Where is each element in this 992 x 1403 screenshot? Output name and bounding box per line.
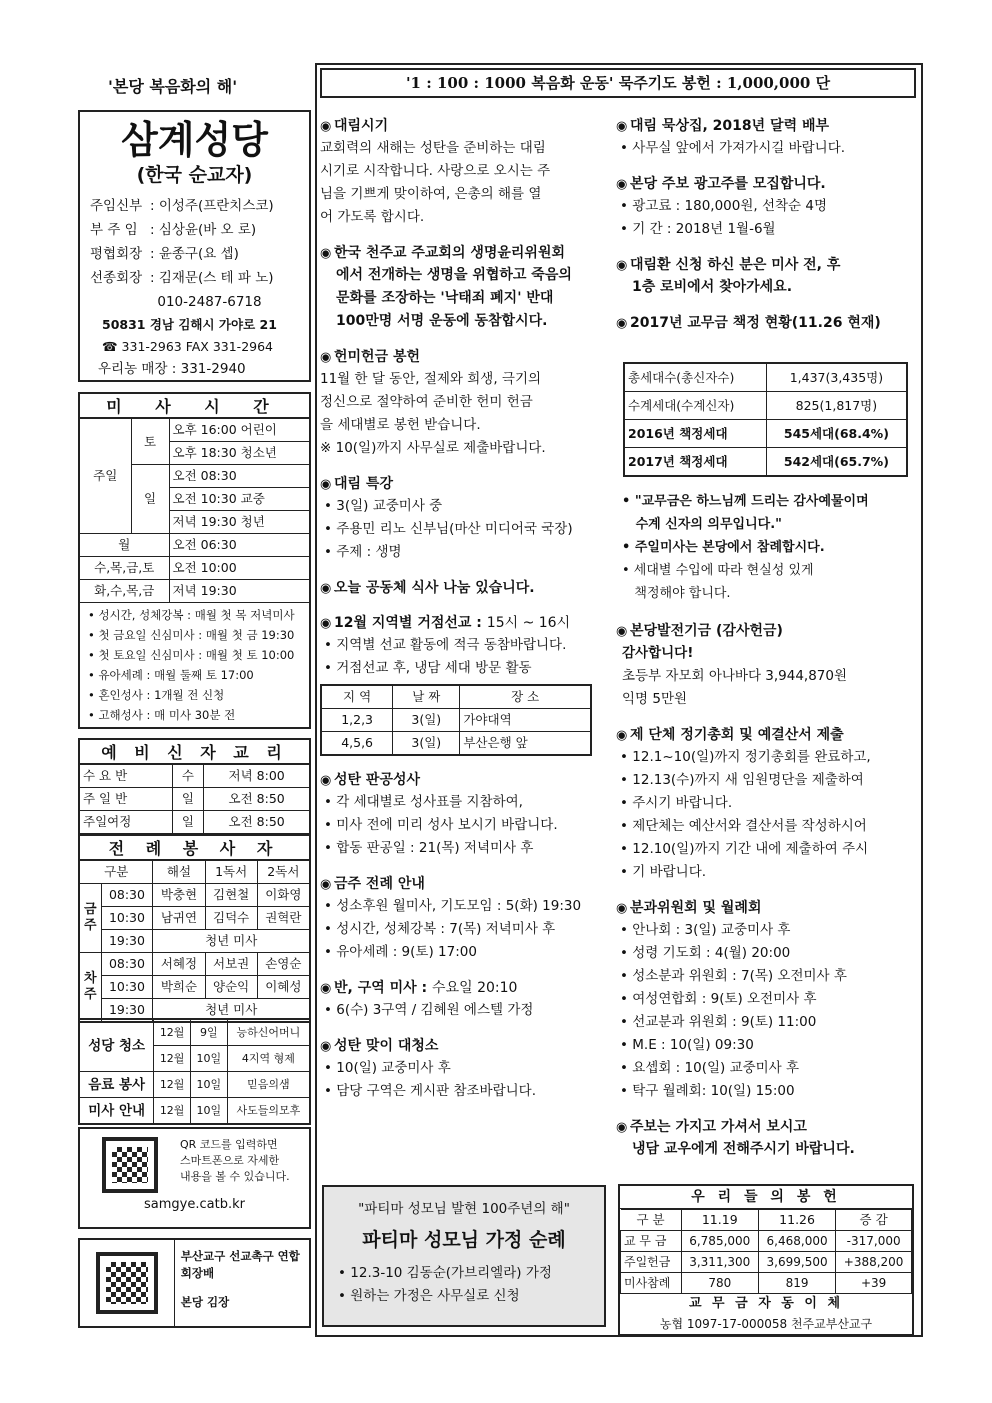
offering-header-cell: 11.19 [681, 1210, 758, 1231]
section-title-text: 주보는 가지고 가셔서 보시고 [630, 1119, 807, 1135]
service-cell: 4지역 형제 [227, 1046, 310, 1072]
section-line: 을 세대별로 봉헌 받습니다. [320, 417, 481, 433]
section-title-text: 분과위원회 및 월례회 [630, 900, 762, 916]
liturgy-cell: 10:30 [101, 907, 153, 930]
bullet-circle-icon: ◉ [320, 773, 332, 788]
offering-cell: 주일헌금 [621, 1252, 682, 1273]
bullet-circle-icon: ◉ [320, 981, 332, 996]
section-line: 100만명 서명 운동에 동참합시다. [336, 313, 548, 329]
section-title-text: 대림환 신청 하신 분은 미사 전, 후 [630, 257, 841, 273]
section-bullet: • 12.10(일)까지 기간 내에 제출하여 주시 [616, 838, 916, 861]
section-bullet: • 지역별 선교 활동에 적극 동참바랍니다. [320, 634, 610, 657]
catechumen-cell: 수 요 반 [79, 765, 172, 788]
liturgy-cell: 김현철 [205, 884, 257, 907]
parish-info-box [78, 110, 311, 382]
service-cell: 사도들의모후 [227, 1098, 310, 1125]
section-title-extra: 15시 ~ 16시 [486, 615, 571, 631]
section-bullet: • 3(일) 교중미사 중 [320, 495, 610, 518]
dues-table-box [623, 362, 908, 477]
location-cell: 3(일) [393, 732, 460, 756]
catechumen-box [78, 738, 311, 835]
section-bullet: • 미사 전에 미리 성사 보시기 바랍니다. [320, 814, 610, 837]
liturgy-cell: 권혁란 [257, 907, 310, 930]
offering-cell: 6,468,000 [758, 1231, 835, 1252]
dues-cell: 1,437(3,435명) [766, 363, 907, 392]
location-cell: 부산은행 앞 [460, 732, 591, 756]
sun-label: 일 [131, 465, 169, 534]
location-header [321, 685, 591, 709]
staff-name: : 이성주(프란치스코) [150, 198, 274, 214]
section-bullet: • 성령 기도회 : 4(월) 20:00 [616, 942, 916, 965]
store-phone: 우리농 매장 : 331-2940 [98, 361, 246, 377]
qr-code-icon [102, 1137, 158, 1193]
dues-cell: 수계세대(수계신자) [624, 392, 766, 420]
section-line: 에서 전개하는 생명을 위협하고 죽음의 [336, 267, 572, 283]
mass-time: 오후 18:30 청소년 [169, 442, 310, 465]
service-cell: 10일 [190, 1072, 227, 1098]
dues-cell: 542세대(65.7%) [766, 448, 907, 477]
news-right-column-lower [616, 607, 916, 1161]
staff-name: : 심상윤(바 오 로) [150, 222, 257, 238]
dues-cell: 545세대(68.4%) [766, 420, 907, 448]
fatima-box [322, 1185, 606, 1327]
liturgy-cell: 박충현 [153, 884, 205, 907]
dev-fund-line: 감사합니다! [622, 645, 694, 661]
bullet-circle-icon: ◉ [616, 1120, 628, 1135]
address: 50831 경남 김해시 가야로 21 [102, 317, 277, 332]
section-title [320, 474, 610, 495]
weekday-label: 월 [79, 534, 169, 557]
section-title [320, 578, 610, 599]
section-bullet: • 탁구 월례회: 10(일) 15:00 [616, 1080, 916, 1103]
phone-fax: ☎ 331-2963 FAX 331-2964 [102, 339, 274, 354]
offering-header-cell: 구 분 [621, 1210, 682, 1231]
service-row [79, 1098, 310, 1125]
parish-name: 삼계성당 [121, 118, 268, 162]
section-title [616, 313, 916, 334]
section-title [616, 1117, 916, 1138]
service-cell: 12월 [154, 1046, 191, 1072]
qr-box-1 [78, 1127, 311, 1229]
offering-cell: 3,311,300 [681, 1252, 758, 1273]
section-title [320, 1036, 610, 1057]
liturgy-row [79, 884, 310, 907]
offering-cell: +39 [836, 1273, 912, 1294]
liturgy-cell: 19:30 [101, 930, 153, 953]
section-bullet: • 성소분과 위원회 : 7(목) 오전미사 후 [616, 965, 916, 988]
catechumen-row [79, 765, 310, 788]
section-title-text: 대림 특강 [334, 476, 393, 492]
offering-row [621, 1252, 912, 1273]
bullet-circle-icon: ◉ [616, 177, 628, 192]
offering-title: 우 리 들 의 봉 헌 [620, 1186, 912, 1209]
section-title-text: 금주 전례 안내 [334, 876, 425, 892]
location-header-cell: 날 짜 [393, 685, 460, 709]
staff-name: : 김재문(스 테 파 노) [150, 270, 274, 286]
section-line: 시기로 시작합니다. 사랑으로 오시는 주 [320, 163, 551, 179]
liturgy-cell: 청년 미사 [153, 930, 310, 953]
section-bullet: • 12.1~10(일)까지 정기총회를 완료하고, [616, 746, 916, 769]
rosary-banner: '1 : 100 : 1000 복음화 운동' 묵주기도 봉헌 : 1,000,000 단 [320, 68, 916, 98]
staff-row [90, 242, 299, 266]
service-box [78, 1018, 311, 1125]
offering-cell: 6,785,000 [681, 1231, 758, 1252]
staff-row [90, 266, 299, 290]
bullet-circle-icon: ◉ [320, 616, 332, 631]
section-line: 정신으로 절약하여 준비한 헌미 헌금 [320, 394, 533, 410]
section-title-text: 헌미헌금 봉헌 [334, 349, 421, 365]
section-bullet: • 제단체는 예산서와 결산서를 작성하시어 [616, 815, 916, 838]
staff-role: 부 주 임 [90, 222, 138, 238]
service-cell: 9일 [190, 1019, 227, 1046]
liturgy-title: 전 례 봉 사 자 [78, 834, 311, 860]
section-bullet: • 12.13(수)까지 새 임원명단을 제출하여 [616, 769, 916, 792]
dues-notes [622, 490, 916, 605]
dues-cell: 총세대수(총신자수) [624, 363, 766, 392]
mass-time: 오전 10:30 교중 [169, 488, 310, 511]
dues-row [624, 420, 907, 448]
section-title [320, 243, 610, 264]
section-bullet: • 6(수) 3구역 / 김혜원 에스텔 가정 [320, 999, 610, 1022]
service-cell: 10일 [190, 1098, 227, 1125]
liturgy-row [79, 953, 310, 976]
location-cell: 4,5,6 [321, 732, 393, 756]
section-title [320, 874, 610, 895]
catechumen-cell: 주일여정 [79, 811, 172, 835]
mass-note: • 첫 금요일 신심미사 : 매월 첫 금 19:30 [84, 625, 305, 645]
phone-mobile: 010-2487-6718 [157, 294, 262, 310]
offering-cell: 780 [681, 1273, 758, 1294]
section-title-text: 본당 주보 광고주를 모집합니다. [630, 176, 826, 192]
section-bullet: • 거점선교 후, 냉담 세대 방문 활동 [320, 657, 610, 680]
location-table [320, 684, 592, 756]
section-title [320, 613, 610, 634]
bullet-circle-icon: ◉ [320, 581, 332, 596]
sat-label: 토 [131, 419, 169, 465]
section-title [320, 770, 610, 791]
qr-box-2 [78, 1238, 311, 1328]
section-title-text: 대림 묵상집, 2018년 달력 배부 [630, 118, 830, 134]
bullet-circle-icon: ◉ [616, 258, 628, 273]
bullet-circle-icon: ◉ [320, 477, 332, 492]
section-line: 문화를 조장하는 '낙태죄 폐지' 반대 [336, 290, 554, 306]
catechumen-cell: 일 [172, 811, 204, 835]
service-cell: 10일 [190, 1046, 227, 1072]
site-url[interactable]: samgye.catb.kr [144, 1197, 245, 1212]
section-title [320, 978, 610, 999]
offering-row [621, 1273, 912, 1294]
mass-time: 오전 08:30 [169, 465, 310, 488]
kimjang-name: 본당 김장 [180, 1295, 230, 1309]
section-bullet: • 성시간, 성체강복 : 7(목) 저녁미사 후 [320, 918, 610, 941]
bullet-circle-icon: ◉ [320, 877, 332, 892]
liturgy-cell: 청년 미사 [153, 999, 310, 1023]
dues-row [624, 363, 907, 392]
news-right-column [616, 102, 916, 334]
mass-time: 오후 16:00 어린이 [169, 419, 310, 442]
section-bullet: • 10(일) 교중미사 후 [320, 1057, 610, 1080]
section-line: 냉담 교우에게 전해주시기 바랍니다. [632, 1141, 855, 1157]
offering-cell: +388,200 [836, 1252, 912, 1273]
section-bullet: • 안나회 : 3(일) 교중미사 후 [616, 919, 916, 942]
dues-note: • "교무금은 하느님께 드리는 감사예물이며 [622, 494, 869, 509]
section-title-text: 12월 지역별 거점선교 : [334, 615, 487, 631]
catechumen-cell: 오전 8:50 [204, 788, 310, 811]
liturgy-row [79, 907, 310, 930]
mass-note: • 혼인성사 : 1개월 전 신청 [84, 685, 305, 705]
qr-text: QR 코드를 입력하면 스마트폰으로 자세한 내용을 볼 수 있습니다. [180, 1138, 290, 1183]
liturgy-header-cell: 구분 [79, 861, 153, 884]
catechumen-cell: 수 [172, 765, 204, 788]
dues-note: • 주일미사는 본당에서 참례합시다. [622, 540, 825, 555]
section-line: 1층 로비에서 찾아가세요. [632, 279, 793, 295]
liturgy-row [79, 976, 310, 999]
bullet-circle-icon: ◉ [320, 350, 332, 365]
staff-list [90, 194, 299, 290]
offering-header-cell: 증 감 [836, 1210, 912, 1231]
liturgy-group-label: 금주 [79, 884, 101, 953]
section-line: 님을 기쁘게 맞이하여, 은총의 해를 열 [320, 186, 542, 202]
mass-time: 저녁 19:30 [169, 580, 310, 603]
offering-header-cell: 11.26 [758, 1210, 835, 1231]
offering-footer-title: 교 무 금 자 동 이 체 [688, 1296, 844, 1311]
mass-note: • 첫 토요일 신심미사 : 매월 첫 토 10:00 [84, 645, 305, 665]
catechumen-row [79, 811, 310, 835]
mass-time: 오전 10:00 [169, 557, 310, 580]
section-line: ※ 10(일)까지 사무실로 제출바랍니다. [320, 440, 546, 456]
service-cell: 12월 [154, 1019, 191, 1046]
section-bullet: • 선교분과 위원회 : 9(토) 11:00 [616, 1011, 916, 1034]
section-bullet: • 합동 판공일 : 21(목) 저녁미사 후 [320, 837, 610, 860]
section-bullet: • M.E : 10(일) 09:30 [616, 1034, 916, 1057]
dues-note: • 세대별 수입에 따라 현실성 있게 [622, 563, 814, 578]
section-bullet: • 각 세대별로 성사표를 지참하여, [320, 791, 610, 814]
service-cell: 능하신어머니 [227, 1019, 310, 1046]
staff-row [90, 194, 299, 218]
mass-note: • 고해성사 : 매 미사 30분 전 [84, 705, 305, 725]
liturgy-cell: 양순익 [205, 976, 257, 999]
mass-title: 미 사 시 간 [78, 392, 311, 418]
liturgy-cell: 08:30 [101, 884, 153, 907]
liturgy-group-label: 차주 [79, 953, 101, 1023]
section-bullet: • 기 바랍니다. [616, 861, 916, 884]
liturgy-youth-row [79, 930, 310, 953]
bullet-circle-icon: ◉ [320, 119, 332, 134]
section-title-text: 성탄 판공성사 [334, 772, 421, 788]
mass-note: • 유아세례 : 매월 둘째 토 17:00 [84, 665, 305, 685]
mass-times [78, 392, 311, 729]
section-title-text: 대림시기 [334, 118, 389, 134]
bullet-circle-icon: ◉ [616, 119, 628, 134]
bullet-circle-icon: ◉ [616, 728, 628, 743]
section-title-text: 반, 구역 미사 : [334, 980, 433, 996]
dues-cell: 2016년 책정세대 [624, 420, 766, 448]
bullet-circle-icon: ◉ [616, 901, 628, 916]
liturgy-cell: 박희순 [153, 976, 205, 999]
liturgy-cell: 10:30 [101, 976, 153, 999]
staff-role: 주임신부 [90, 198, 143, 214]
location-header-cell: 지 역 [321, 685, 393, 709]
catechumen-row [79, 788, 310, 811]
liturgy-cell: 서혜정 [153, 953, 205, 976]
service-cell: 12월 [154, 1098, 191, 1125]
catechumen-cell: 오전 8:50 [204, 811, 310, 835]
parish-subtitle: (한국 순교자) [136, 164, 253, 186]
section-title [616, 255, 916, 276]
kimjang-org: 부산교구 선교촉구 연합회장배 [180, 1249, 300, 1280]
catechumen-cell: 주 일 반 [79, 788, 172, 811]
offering-cell: 미사참례 [621, 1273, 682, 1294]
mass-time: 저녁 19:30 청년 [169, 511, 310, 534]
liturgy-cell: 이혜성 [257, 976, 310, 999]
staff-row [90, 218, 299, 242]
liturgy-header-cell: 1독서 [205, 861, 257, 884]
section-title [616, 621, 916, 642]
section-title [616, 116, 916, 137]
offering-header [621, 1210, 912, 1231]
liturgy-cell: 이화영 [257, 884, 310, 907]
catechumen-cell: 일 [172, 788, 204, 811]
location-row [321, 709, 591, 732]
section-title-text: 본당발전기금 (감사헌금) [630, 623, 783, 639]
weekday-label: 수,목,금,토 [79, 557, 169, 580]
section-title-text: 2017년 교무금 책정 현황(11.26 현재) [630, 315, 881, 331]
section-bullet: • 성소후원 월미사, 기도모임 : 5(화) 19:30 [320, 895, 610, 918]
service-cell: 믿음의샘 [227, 1072, 310, 1098]
bullet-circle-icon: ◉ [616, 624, 628, 639]
liturgy-box [78, 834, 311, 1023]
liturgy-cell: 남귀연 [153, 907, 205, 930]
offering-box [618, 1184, 914, 1336]
liturgy-cell: 김덕수 [205, 907, 257, 930]
bullet-circle-icon: ◉ [320, 246, 332, 261]
fatima-year: "파티마 성모님 발현 100주년의 해" [358, 1201, 570, 1217]
offering-cell: 교 무 금 [621, 1231, 682, 1252]
service-row [79, 1072, 310, 1098]
section-title [320, 347, 610, 368]
dues-row [624, 448, 907, 477]
section-bullet: • 주시기 바랍니다. [616, 792, 916, 815]
section-bullet: • 요셉회 : 10(일) 교중미사 후 [616, 1057, 916, 1080]
liturgy-header-cell: 2독서 [257, 861, 310, 884]
section-line: 어 가도록 합시다. [320, 209, 425, 225]
news-left-column [320, 102, 610, 1103]
section-bullet: • 기 간 : 2018년 1월-6월 [616, 218, 916, 241]
section-bullet: • 유아세례 : 9(토) 17:00 [320, 941, 610, 964]
dues-note: 책정해야 합니다. [622, 586, 731, 601]
section-title-text: 성탄 맞이 대청소 [334, 1038, 439, 1054]
section-bullet: • 사무실 앞에서 가져가시길 바랍니다. [616, 137, 916, 160]
staff-role: 선종회장 [90, 270, 143, 286]
motto: '본당 복음화의 해' [108, 77, 238, 96]
staff-name: : 윤종구(요 셉) [150, 246, 239, 262]
offering-cell: 819 [758, 1273, 835, 1294]
section-title-text: 한국 천주교 주교회의 생명윤리위원회 [334, 245, 566, 261]
service-row [79, 1019, 310, 1046]
fatima-title: 파티마 성모님 가정 순례 [362, 1229, 566, 1251]
section-title-text: 오늘 공동체 식사 나눔 있습니다. [334, 580, 535, 596]
liturgy-cell: 19:30 [101, 999, 153, 1023]
section-bullet: • 주제 : 생명 [320, 541, 610, 564]
section-bullet: • 주용민 리노 신부님(마산 미디어국 국장) [320, 518, 610, 541]
location-cell: 3(일) [393, 709, 460, 732]
section-bullet: • 광고료 : 180,000원, 선착순 4명 [616, 195, 916, 218]
section-line: 11월 한 달 동안, 절제와 희생, 극기의 [320, 371, 542, 387]
liturgy-header-cell: 해설 [153, 861, 205, 884]
dev-fund-line: 익명 5만원 [622, 691, 688, 707]
offering-cell: -317,000 [836, 1231, 912, 1252]
liturgy-cell: 손영순 [257, 953, 310, 976]
staff-role: 평협회장 [90, 246, 143, 262]
bullet-circle-icon: ◉ [320, 1039, 332, 1054]
weekday-label: 화,수,목,금 [79, 580, 169, 603]
catechumen-title: 예 비 신 자 교 리 [78, 738, 311, 764]
fatima-item: • 원하는 가정은 사무실로 신청 [334, 1285, 594, 1308]
mass-time: 오전 06:30 [169, 534, 310, 557]
section-title [320, 116, 610, 137]
liturgy-cell: 08:30 [101, 953, 153, 976]
section-title [616, 174, 916, 195]
fatima-item: • 12.3-10 김동순(가브리엘라) 가정 [334, 1262, 594, 1285]
location-row [321, 732, 591, 756]
section-title [616, 898, 916, 919]
sunday-label: 주일 [79, 419, 131, 534]
location-header-cell: 장 소 [460, 685, 591, 709]
liturgy-cell: 서보권 [205, 953, 257, 976]
dev-fund-line: 초등부 자모회 아나바다 3,944,870원 [622, 668, 848, 684]
service-cell: 12월 [154, 1072, 191, 1098]
service-label: 성당 청소 [79, 1019, 154, 1072]
offering-account: 농협 1097-17-000058 천주교부산교구 [659, 1317, 873, 1331]
section-title-extra: 수요일 20:10 [432, 980, 518, 996]
dues-cell: 2017년 책정세대 [624, 448, 766, 477]
liturgy-header [79, 861, 310, 884]
bullet-circle-icon: ◉ [616, 316, 628, 331]
service-label: 음료 봉사 [79, 1072, 154, 1098]
offering-row [621, 1231, 912, 1252]
section-line: 교회력의 새해는 성탄을 준비하는 대림 [320, 140, 546, 156]
mass-notes [79, 603, 310, 729]
offering-cell: 3,699,500 [758, 1252, 835, 1273]
catechumen-cell: 저녁 8:00 [204, 765, 310, 788]
location-cell: 1,2,3 [321, 709, 393, 732]
section-title-text: 제 단체 정기총회 및 예결산서 제출 [630, 727, 844, 743]
section-bullet: • 담당 구역은 게시판 참조바랍니다. [320, 1080, 610, 1103]
section-bullet: • 여성연합회 : 9(토) 오전미사 후 [616, 988, 916, 1011]
qr-code-icon [96, 1252, 158, 1314]
dues-cell: 825(1,817명) [766, 392, 907, 420]
section-title [616, 725, 916, 746]
dues-note: 수계 신자의 의무입니다." [622, 517, 782, 532]
mass-note: • 성시간, 성체강복 : 매월 첫 목 저녁미사 [84, 605, 305, 625]
location-cell: 가야대역 [460, 709, 591, 732]
dues-row [624, 392, 907, 420]
service-label: 미사 안내 [79, 1098, 154, 1125]
